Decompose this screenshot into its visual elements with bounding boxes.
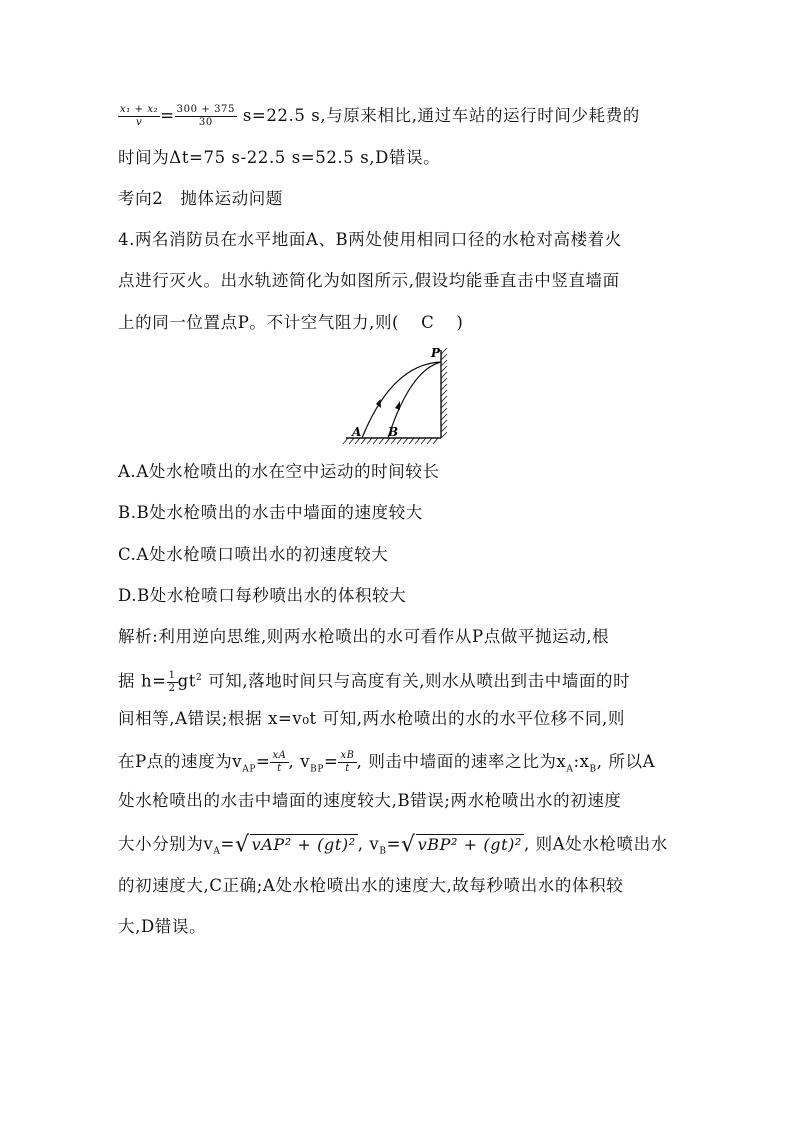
option-b: B.B处水枪喷出的水击中墙面的速度较大 xyxy=(118,503,423,522)
label-b: B xyxy=(388,425,399,439)
trajectory-figure xyxy=(340,342,458,450)
solution-line-7: 的初速度大,C正确;A处水枪喷出水的速度大,故每秒喷出水的体积较 xyxy=(118,876,624,895)
question-line-2: 点进行灭火。出水轨迹简化为如图所示,假设均能垂直击中竖直墙面 xyxy=(118,271,620,290)
solution-line-3: 间相等,A错误;根据 x=v₀t 可知,两水枪喷出的水的水平位移不同,则 xyxy=(118,709,625,728)
solution-line-2: 据 h= $\frac{1}{2}$ $gt^2$ 可知,落地时间只与高度有关,则水从喷出到击中墙面的时 xyxy=(118,669,631,694)
solution-line-8: 大,D错误。 xyxy=(118,917,207,936)
arrow-a-icon xyxy=(376,399,381,408)
sqrt-va: √ vAP² + (gt)² xyxy=(234,832,356,858)
solution-line-4: 在P点的速度为$v_{AP}=$ $\frac{xA}{t}$ , $v_{BP}=$ $\frac{xB}{t}$ , 则击中墙面的速率之比为$x_A:x_B$, 所以A xyxy=(118,750,656,775)
fraction-xb-over-t: $\frac{xB}{t}$ xyxy=(340,750,355,774)
question-line-1: 4.两名消防员在水平地面A、B两处使用相同口径的水枪对高楼着火 xyxy=(118,230,622,249)
option-d: D.B处水枪喷口每秒喷出水的体积较大 xyxy=(118,586,407,605)
intro-line-2: 时间为Δt=75 s-22.5 s=52.5 s,D错误。 xyxy=(118,148,441,167)
intro-line-1: $\frac{\text{x₁ + x₂}}{v}$ = $\frac{300 + 375}{30}$ s=22.5 s,与原来相比,通过车站的运行时间少耗费的 xyxy=(120,104,640,128)
wall-hatching xyxy=(441,348,447,438)
option-c: C.A处水枪喷口喷出水的初速度较大 xyxy=(118,545,389,564)
sqrt-vb: √ vBP² + (gt)² xyxy=(401,832,522,858)
option-a: A.A处水枪喷出的水在空中运动的时间较长 xyxy=(118,462,440,481)
fraction-675-over-30: $\frac{300 + 375}{30}$ xyxy=(176,104,235,128)
label-a: A xyxy=(352,425,362,439)
label-p: P xyxy=(431,346,441,360)
solution-line-5: 处水枪喷出的水击中墙面的速度较大,B错误;两水枪喷出水的初速度 xyxy=(118,791,622,810)
fraction-one-half: $\frac{1}{2}$ xyxy=(168,669,176,694)
solution-line-1: 解析:利用逆向思维,则两水枪喷出的水可看作从P点做平抛运动,根 xyxy=(118,627,610,646)
fraction-xa-over-t: $\frac{xA}{t}$ xyxy=(272,750,287,774)
question-line-3: 上的同一位置点P。不计空气阻力,则( C ) xyxy=(118,313,464,332)
answer-choice: C xyxy=(421,313,435,332)
fraction-x-over-v: $\frac{\text{x₁ + x₂}}{v}$ xyxy=(120,104,159,128)
solution-line-6: 大小分别为$v_A=√$ vAP² + (gt)² , $v_B=√$ vBP² + (gt)² , 则A处水枪喷出水 xyxy=(118,832,668,858)
arrow-b-icon xyxy=(395,401,400,410)
trajectory-a xyxy=(362,362,441,438)
section-title: 考向2 抛体运动问题 xyxy=(118,189,283,208)
